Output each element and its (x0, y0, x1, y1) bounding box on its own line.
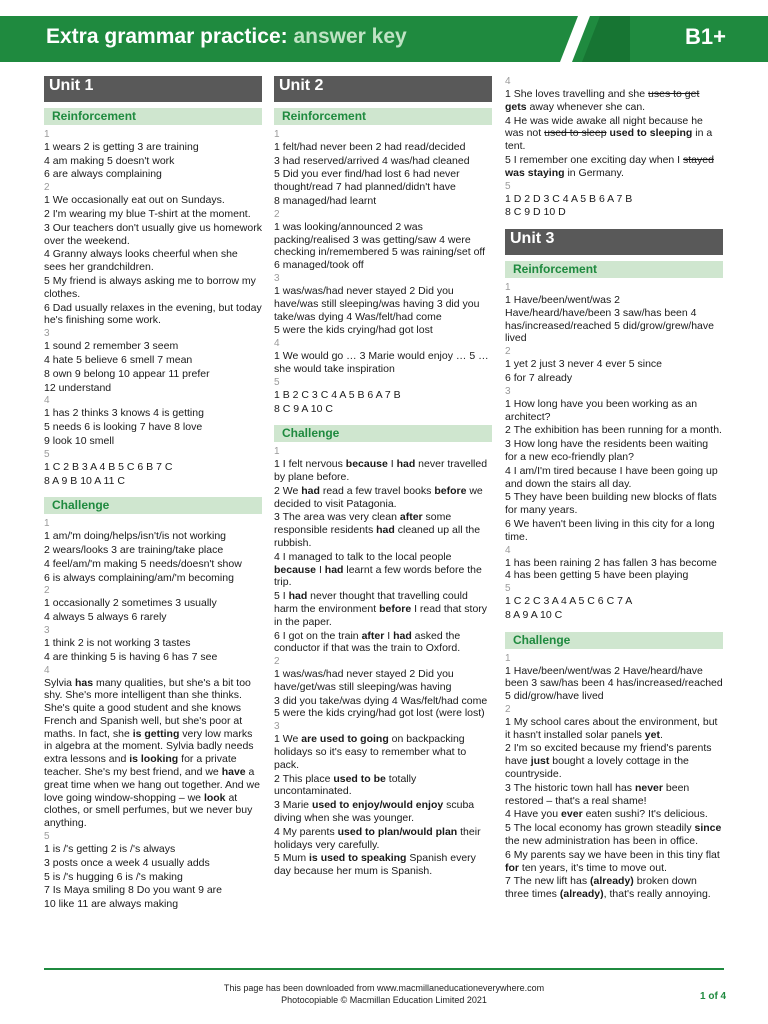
level-badge: B1+ (685, 24, 726, 49)
answer-line: 5 I had never thought that travelling could harm the environment before I read that story in the paper. (274, 590, 488, 628)
exercise-number: 3 (274, 721, 280, 733)
answer-line: 1 sound 2 remember 3 seem (44, 340, 179, 353)
answer-line: 3 The area was very clean after some responsible residents had cleaned up all the rubbish. (274, 511, 481, 549)
answer-line: 12 understand (44, 381, 112, 394)
exercise-number: 5 (274, 376, 280, 388)
answer-line: 4 I am/I'm tired because I have been going up and down the stairs all day. (505, 464, 718, 490)
exercise-number: 1 (505, 652, 511, 664)
answer-line: 8 A 9 A 10 C (505, 608, 563, 621)
answer-line: 4 always 5 always 6 rarely (44, 611, 167, 624)
answer-line: 1 C 2 C 3 A 4 A 5 C 6 C 7 A (505, 595, 633, 608)
answer-line: 3 Marie used to enjoy/would enjoy scuba diving when she was younger. (274, 799, 475, 825)
unit-2-challenge-heading: Challenge (274, 425, 492, 442)
answer-line: 1 Have/been/went/was 2 Have/heard/have been 3 saw/has been 4 has/increased/reached 5 did/grow/have lived (505, 664, 723, 703)
exercise-number: 4 (505, 76, 511, 87)
answer-line: 3 The historic town hall has never been restored – that's a real shame! (505, 781, 690, 807)
answer-line: 5 They have been building new blocks of flats for many years. (505, 491, 717, 517)
answer-line: 9 look 10 smell (44, 434, 115, 447)
footer-divider (44, 968, 724, 970)
answer-line: 5 were the kids crying/had got lost (274, 324, 433, 337)
answer-line: 1 is /'s getting 2 is /'s always (44, 843, 176, 856)
exercise-number: 3 (274, 272, 280, 284)
answer-line: 1 My school cares about the environment, but it hasn't installed solar panels yet. (505, 715, 718, 741)
struck-text: used to sleep (544, 127, 607, 140)
answer-line: 4 He was wide awake all night because he was not used to sleep used to sleeping in a tent. (505, 114, 713, 153)
answer-line: 1 B 2 C 3 C 4 A 5 B 6 A 7 B (274, 388, 401, 401)
exercise-number: 2 (505, 346, 511, 358)
answer-line: 1 occasionally 2 sometimes 3 usually (44, 597, 217, 610)
answer-line: 4 Have you ever eaten sushi? It's delicious. (505, 808, 708, 821)
answer-line: 5 I remember one exciting day when I stayed was staying in Germany. (505, 153, 714, 179)
answer-line: 1 D 2 D 3 C 4 A 5 B 6 A 7 B (505, 192, 633, 205)
exercise-number: 1 (274, 446, 280, 458)
exercise-number: 2 (274, 208, 280, 220)
answer-line: 1 Have/been/went/was 2 Have/heard/have/been 3 saw/has been 4 has/increased/reached 5 did/grow/grew/have lived (505, 293, 714, 345)
download-notice: This page has been downloaded from www.macmillaneducationeverywhere.com (223, 983, 545, 993)
answer-line: 6 Dad usually relaxes in the evening, but today he's finishing some work. (44, 301, 262, 327)
answer-line: 1 She loves travelling and she uses to get gets away whenever she can. (505, 88, 700, 113)
answer-line: 4 Granny always looks cheerful when she sees her grandchildren. (44, 248, 238, 274)
answer-line: 4 I managed to talk to the local people because I had learnt a few words before the trip. (274, 550, 482, 589)
exercise-number: 5 (44, 448, 50, 460)
unit-2-heading: Unit 2 (274, 76, 492, 102)
answer-line: 10 like 11 are always making (44, 898, 179, 911)
answer-line: 1 How long have you been working as an architect? (505, 397, 698, 423)
exercise-number: 4 (44, 395, 50, 407)
column-unit-2 (274, 76, 492, 879)
answer-line: 1 think 2 is not working 3 tastes (44, 636, 191, 649)
answer-line: 4 My parents used to plan/would plan their holidays very carefully. (274, 825, 481, 851)
answer-line: 5 needs 6 is looking 7 have 8 love (44, 421, 203, 434)
exercise-number: 2 (274, 656, 280, 668)
answer-line: 5 Mum is used to speaking Spanish every day because her mum is Spanish. (274, 852, 476, 878)
struck-text: uses to get (648, 88, 700, 100)
answer-line: 7 The new lift has (already) broken down three times (already), that's really annoying. (505, 875, 711, 901)
title-banner (0, 16, 768, 62)
answer-line: 1 has 2 thinks 3 knows 4 is getting (44, 407, 204, 420)
page-header (0, 0, 768, 78)
answer-line: 7 Is Maya smiling 8 Do you want 9 are (44, 884, 222, 897)
answer-line: 6 are always complaining (44, 168, 162, 181)
unit-3-challenge-heading: Challenge (505, 632, 723, 649)
exercise-number: 5 (44, 831, 50, 843)
answer-line: 6 for 7 already (505, 371, 573, 384)
copyright-notice: Photocopiable © Macmillan Education Limited 2021 (281, 995, 487, 1005)
column-unit-1 (44, 76, 262, 912)
answer-line: 5 Did you ever find/had lost 6 had never thought/read 7 had planned/didn't have (274, 168, 460, 194)
answer-line: 8 managed/had learnt (274, 194, 377, 207)
answer-line: 2 I'm so excited because my friend's parents have just bought a lovely cottage in the countryside. (505, 742, 712, 781)
answer-line: 5 My friend is always asking me to borrow my clothes. (44, 274, 256, 300)
page-number: 1 of 4 (700, 991, 727, 1002)
unit-1-challenge-heading: Challenge (44, 497, 262, 514)
unit-3-reinforcement-heading: Reinforcement (505, 261, 723, 278)
answer-line: 1 yet 2 just 3 never 4 ever 5 since (505, 358, 663, 371)
answer-line: 6 We haven't been living in this city for a long time. (505, 517, 715, 543)
answer-line: 8 C 9 A 10 C (274, 402, 333, 415)
answer-line: 1 was/was/had never stayed 2 Did you have/get/was still sleeping/was having (274, 668, 454, 693)
answer-line: 1 felt/had never been 2 had read/decided (274, 140, 466, 153)
answer-line: 2 wears/looks 3 are training/take place (44, 543, 224, 556)
exercise-number: 1 (505, 281, 511, 293)
answer-paragraph: Sylvia has many qualities, but she's a bit too shy. She's more intelligent than she thinks. She's quite a good student and she knows French and Spanish well, but she's poor at maths. In fact, she is getting very low marks in algebra at the moment. Sylvia badly needs extra lessons and is looking for a private teacher. She's my best friend, and we have a great time when we hang out together. And we love going window-shopping – we look at clothes, or smell perfumes, but we never buy anything. (44, 676, 260, 830)
answer-line: 1 wears 2 is getting 3 are training (44, 140, 199, 153)
answer-line: 3 did you take/was dying 4 Was/felt/had come 5 were the kids crying/had got lost (were lost) (274, 694, 488, 720)
answer-line: 8 own 9 belong 10 appear 11 prefer (44, 367, 210, 380)
exercise-number: 2 (505, 703, 511, 715)
answer-line: 4 am making 5 doesn't work (44, 154, 175, 167)
stripe-decoration (560, 16, 630, 62)
exercise-number: 4 (274, 338, 280, 350)
exercise-number: 3 (44, 328, 50, 340)
answer-line: 4 are thinking 5 is having 6 has 7 see (44, 650, 218, 663)
answer-line: 8 A 9 B 10 A 11 C (44, 474, 125, 487)
answer-line: 1 We occasionally eat out on Sundays. (44, 194, 225, 207)
exercise-number: 2 (44, 585, 50, 597)
page-title: Extra grammar practice: answer key (46, 25, 407, 48)
answer-line: 1 C 2 B 3 A 4 B 5 C 6 B 7 C (44, 460, 173, 473)
answer-line: 4 feel/am/'m making 5 needs/doesn't show (44, 557, 242, 570)
answer-line: 1 has been raining 2 has fallen 3 has become 4 has been getting 5 have been playing (505, 556, 717, 582)
exercise-number: 1 (44, 128, 50, 140)
unit-3-heading: Unit 3 (505, 229, 723, 255)
answer-line: 5 The local economy has grown steadily since the new administration has been in office. (505, 822, 722, 848)
exercise-number: 1 (274, 128, 280, 140)
exercise-number: 4 (505, 544, 511, 556)
answer-line: 1 I felt nervous because I had never travelled by plane before. (274, 458, 488, 483)
answer-line: 8 C 9 D 10 D (505, 206, 566, 219)
exercise-number: 1 (44, 518, 50, 530)
answer-line: 6 I got on the train after I had asked the conductor if that was the train to Oxford. (274, 629, 461, 655)
exercise-number: 3 (505, 385, 511, 397)
answer-line: 3 Our teachers don't usually give us homework over the weekend. (44, 221, 262, 247)
answer-line: 6 My parents say we have been in this tiny flat for ten years, it's time to move out. (505, 848, 720, 874)
page-subtitle: answer key (293, 25, 407, 48)
answer-line: 2 We had read a few travel books before we decided to visit Patagonia. (274, 484, 483, 510)
struck-text: stayed (683, 153, 714, 166)
answer-line: 1 am/'m doing/helps/isn't/is not working (44, 530, 227, 543)
answer-line: 1 We are used to going on backpacking holidays so it's easy to remember what to pack. (274, 733, 467, 771)
answer-line: 3 How long have the residents been waiting for a new eco-friendly plan? (505, 438, 709, 463)
answer-line: 6 is always complaining/am/'m becoming (44, 571, 234, 584)
unit-2-reinforcement-heading: Reinforcement (274, 108, 492, 125)
answer-line: 2 This place used to be totally uncontaminated. (274, 772, 417, 798)
answer-line: 3 posts once a week 4 usually adds (44, 856, 210, 869)
answer-line: 5 is /'s hugging 6 is /'s making (44, 870, 183, 883)
unit-1-reinforcement-heading: Reinforcement (44, 108, 262, 125)
exercise-number: 5 (505, 180, 511, 192)
column-unit-3 (505, 76, 723, 902)
answer-line: 1 was/was/had never stayed 2 Did you have/was still sleeping/was having 3 did you take/was dying 4 Was/felt/had come (274, 284, 480, 323)
answer-line: 2 I'm wearing my blue T-shirt at the moment. (44, 207, 251, 220)
answer-line: 4 hate 5 believe 6 smell 7 mean (44, 353, 193, 366)
answer-line: 2 The exhibition has been running for a month. (505, 424, 722, 437)
exercise-number: 3 (44, 624, 50, 636)
answer-line: 1 We would go … 3 Marie would enjoy … 5 … she would take inspiration (274, 350, 489, 375)
exercise-number: 4 (44, 664, 50, 676)
exercise-number: 5 (505, 583, 511, 595)
answer-line: 3 had reserved/arrived 4 was/had cleaned (274, 154, 470, 167)
answer-line: 1 was looking/announced 2 was packing/realised 3 was getting/saw 4 were checking in/remembered 5 was raining/set off 6 managed/took off (274, 220, 486, 272)
exercise-number: 2 (44, 182, 50, 194)
unit-1-heading: Unit 1 (44, 76, 262, 102)
